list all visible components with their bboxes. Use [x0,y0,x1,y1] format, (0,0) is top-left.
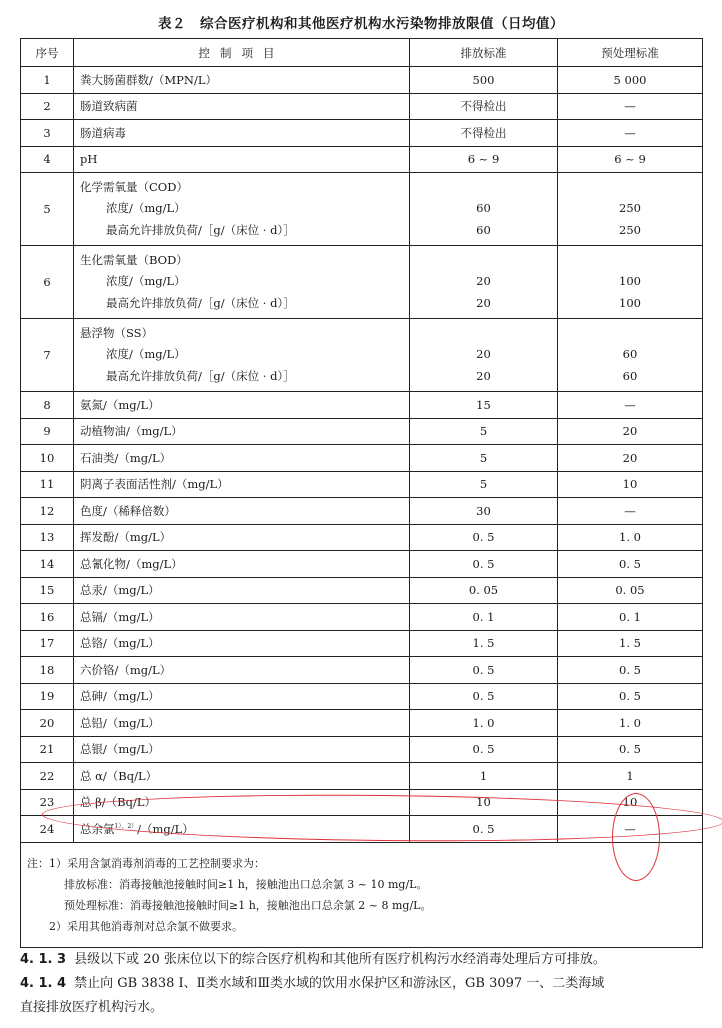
load-discharge: 60 [476,222,491,237]
row-pretreat: — [558,498,703,525]
row-number: 6 [21,246,74,319]
row-number: 12 [21,498,74,525]
discharge-limits-table [20,38,703,948]
row-pretreat: — [558,93,703,120]
table-row [21,471,703,498]
row-discharge: 30 [410,498,558,525]
row-item: 六价铬/（mg/L） [74,657,410,684]
header-pretreat: 预处理标准 [558,39,703,67]
row-discharge: 15 [410,392,558,419]
row-number: 4 [21,146,74,173]
row-item: 肠道病毒 [74,120,410,147]
row-item: 总银/（mg/L） [74,736,410,763]
row-item: 肠道致病菌 [74,93,410,120]
row-item-title: 生化需氧量（BOD） [80,252,188,267]
load-discharge: 20 [476,368,491,383]
table-row [21,392,703,419]
row-discharge [410,173,558,246]
table-row [21,683,703,710]
table-row [21,577,703,604]
row-item-name: 总余氯 [80,821,115,836]
row-pretreat: 0. 5 [558,736,703,763]
row-pretreat: — [558,816,703,843]
row-pretreat: 10 [558,789,703,816]
row-pretreat: — [558,120,703,147]
row-item-title: 化学需氧量（COD） [80,179,188,194]
row-discharge [410,319,558,392]
row-item: 总 α/（Bq/L） [74,763,410,790]
row-number: 11 [21,471,74,498]
load-pretreat: 250 [619,222,641,237]
row-discharge: 0. 05 [410,577,558,604]
load-pretreat: 100 [619,295,641,310]
row-discharge: 10 [410,789,558,816]
row-item-conc: 浓度/（mg/L） [106,347,186,362]
clause-4-1-4 [20,972,710,995]
row-number: 19 [21,683,74,710]
row-item: 粪大肠菌群数/（MPN/L） [74,67,410,94]
row-number: 7 [21,319,74,392]
table-row [21,551,703,578]
row-item: 总铬/（mg/L） [74,630,410,657]
row-pretreat: 10 [558,471,703,498]
table-row [21,710,703,737]
row-discharge: 0. 5 [410,683,558,710]
row-number: 1 [21,67,74,94]
note-2: 2）采用其他消毒剂对总余氯不做要求。 [49,919,243,933]
row-discharge: 不得检出 [410,120,558,147]
row-number: 21 [21,736,74,763]
row-number: 23 [21,789,74,816]
row-pretreat: 0. 5 [558,551,703,578]
table-header-row [21,39,703,67]
row-pretreat: 0. 5 [558,683,703,710]
table-row [21,120,703,147]
row-item: 动植物油/（mg/L） [74,418,410,445]
conc-pretreat: 250 [619,201,641,216]
row-number: 18 [21,657,74,684]
clause-4-1-3 [20,948,710,971]
table-row-group [21,319,703,392]
row-number: 2 [21,93,74,120]
row-pretreat: 1. 5 [558,630,703,657]
conc-pretreat: 100 [619,274,641,289]
row-number: 22 [21,763,74,790]
table-row [21,657,703,684]
row-item [74,173,410,246]
row-number: 16 [21,604,74,631]
table-row [21,67,703,94]
note-1: 注：1）采用含氯消毒剂消毒的工艺控制要求为： [27,856,265,870]
row-item: 石油类/（mg/L） [74,445,410,472]
row-item [74,816,410,843]
row-pretreat: 0. 1 [558,604,703,631]
header-no: 序号 [21,39,74,67]
row-item: 总铅/（mg/L） [74,710,410,737]
row-pretreat: 5 000 [558,67,703,94]
row-number: 24 [21,816,74,843]
clause-text: 县级以下或 20 张床位以下的综合医疗机构和其他所有医疗机构污水经消毒处理后方可排放。 [74,952,606,967]
conc-pretreat: 60 [622,347,638,362]
row-item-load: 最高允许排放负荷/［g/（床位 · d）］ [106,222,295,237]
row-pretreat: — [558,392,703,419]
table-row [21,604,703,631]
conc-discharge: 20 [476,274,491,289]
row-discharge: 5 [410,418,558,445]
row-discharge: 不得检出 [410,93,558,120]
row-item: 总镉/（mg/L） [74,604,410,631]
row-number: 8 [21,392,74,419]
row-pretreat [558,246,703,319]
row-number: 3 [21,120,74,147]
conc-discharge: 60 [476,201,491,216]
notes-row [21,842,703,947]
row-pretreat: 1 [558,763,703,790]
table-row [21,146,703,173]
row-number: 5 [21,173,74,246]
row-discharge: 0. 5 [410,551,558,578]
row-item-unit: /（mg/L） [137,821,194,836]
row-pretreat: 20 [558,418,703,445]
row-number: 20 [21,710,74,737]
clause-number: 4. 1. 3 [20,952,67,967]
footnote-ref: 1）、2） [114,822,138,830]
table-row-group [21,173,703,246]
table-row [21,498,703,525]
row-discharge: 0. 5 [410,657,558,684]
table-row [21,93,703,120]
row-discharge: 0. 5 [410,736,558,763]
table-row [21,789,703,816]
row-discharge: 1. 5 [410,630,558,657]
table-row [21,445,703,472]
row-item-conc: 浓度/（mg/L） [106,274,186,289]
table-row [21,418,703,445]
row-item: 阴离子表面活性剂/（mg/L） [74,471,410,498]
row-number: 14 [21,551,74,578]
load-discharge: 20 [476,295,491,310]
row-pretreat: 0. 5 [558,657,703,684]
clause-number: 4. 1. 4 [20,976,67,991]
table-title: 表２ 综合医疗机构和其他医疗机构水污染物排放限值（日均值） [158,16,564,32]
row-discharge: 5 [410,471,558,498]
row-pretreat: 6 ~ 9 [558,146,703,173]
row-discharge: 0. 5 [410,816,558,843]
row-item: 挥发酚/（mg/L） [74,524,410,551]
row-pretreat: 1. 0 [558,524,703,551]
note-1b: 预处理标准：消毒接触池接触时间≥1 h，接触池出口总余氯 2 ~ 8 mg/L。 [64,898,432,912]
row-item: 氨氮/（mg/L） [74,392,410,419]
row-item: 色度/（稀释倍数） [74,498,410,525]
row-item: 总砷/（mg/L） [74,683,410,710]
table-row-group [21,246,703,319]
row-discharge: 5 [410,445,558,472]
clause-4-1-4-cont [20,996,710,1019]
row-item: 总汞/（mg/L） [74,577,410,604]
row-pretreat [558,173,703,246]
row-item-load: 最高允许排放负荷/［g/（床位 · d）］ [106,295,295,310]
load-pretreat: 60 [622,368,638,383]
header-item: 控制项目 [74,39,410,67]
row-item: pH [74,146,410,173]
row-number: 9 [21,418,74,445]
row-discharge: 500 [410,67,558,94]
row-number: 13 [21,524,74,551]
row-pretreat: 1. 0 [558,710,703,737]
row-discharge: 0. 1 [410,604,558,631]
row-pretreat: 20 [558,445,703,472]
table-notes [21,842,703,947]
row-item [74,246,410,319]
header-discharge: 排放标准 [410,39,558,67]
table-row [21,524,703,551]
row-number: 15 [21,577,74,604]
row-number: 10 [21,445,74,472]
clause-text: 禁止向 GB 3838 Ⅰ、Ⅱ类水域和Ⅲ类水域的饮用水保护区和游泳区，GB 3097 一、二类海域 [74,976,605,991]
row-number: 17 [21,630,74,657]
conc-discharge: 20 [476,347,491,362]
row-discharge: 1. 0 [410,710,558,737]
table-row [21,630,703,657]
row-item-conc: 浓度/（mg/L） [106,201,186,216]
row-discharge: 6 ~ 9 [410,146,558,173]
note-1a: 排放标准：消毒接触池接触时间≥1 h，接触池出口总余氯 3 ~ 10 mg/L。 [64,877,428,891]
row-item-load: 最高允许排放负荷/［g/（床位 · d）］ [106,368,295,383]
row-discharge: 0. 5 [410,524,558,551]
table-row [21,816,703,843]
row-item: 总 β/（Bq/L） [74,789,410,816]
row-pretreat: 0. 05 [558,577,703,604]
row-item: 总氰化物/（mg/L） [74,551,410,578]
row-discharge: 1 [410,763,558,790]
clause-text: 直接排放医疗机构污水。 [20,1000,164,1015]
row-discharge [410,246,558,319]
row-item [74,319,410,392]
table-row [21,736,703,763]
table-row [21,763,703,790]
row-item-title: 悬浮物（SS） [80,325,154,340]
row-pretreat [558,319,703,392]
